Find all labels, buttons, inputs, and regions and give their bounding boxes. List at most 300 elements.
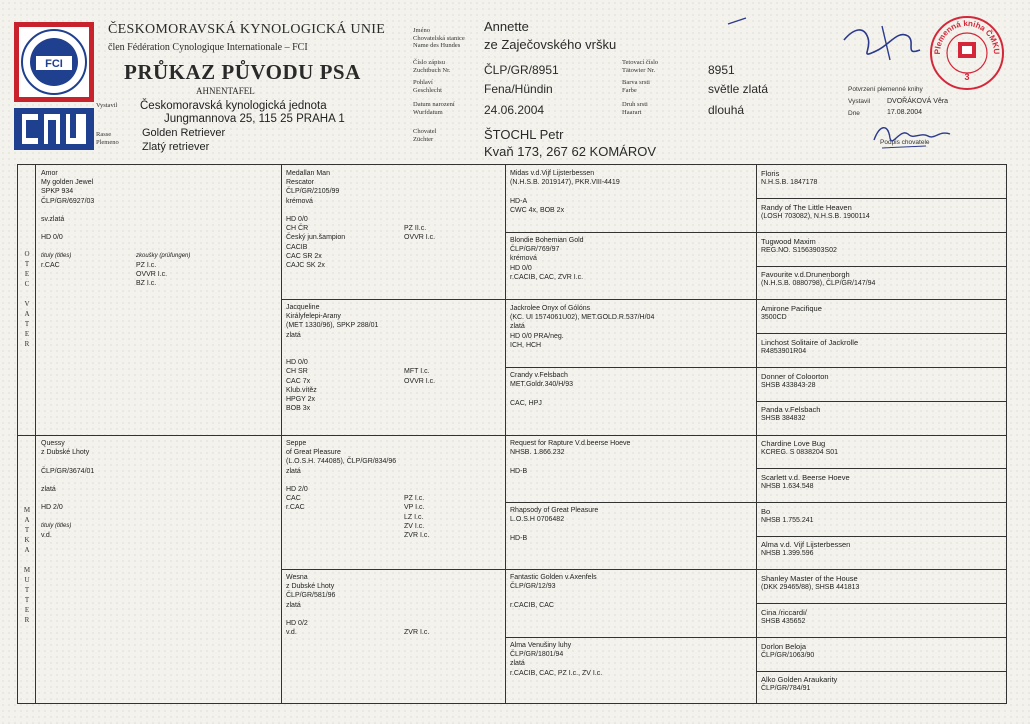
pedigree-line [510,187,750,196]
pedigree-text: CH ČR [286,225,309,233]
pedigree-line [41,503,276,512]
certification-issued-by: DVOŘÁKOVÁ Věra [887,98,949,105]
pedigree-line [510,332,750,341]
pedigree-line [510,582,750,591]
pedigree-line [510,236,750,245]
great-great-grandparent-entry [761,439,1001,457]
pedigree-line [510,534,750,543]
pedigree-text: ČLP/GR/12/93 [510,583,556,591]
table-divider [756,468,1006,469]
pedigree-line [41,513,276,522]
pedigree-text: zlatá [286,601,301,609]
pedigree-text: SPKP 934 [41,188,74,196]
ancestor-name: Favourite v.d.Drunenborgh [761,270,850,280]
pedigree-text: of Great Pleasure [286,449,341,457]
table-divider [505,502,1006,503]
pedigree-line [510,264,750,273]
pedigree-line [41,233,276,242]
pedigree-text: Quessy [41,440,65,447]
issuer-label: Vystavil [96,102,118,109]
pedigree-line [286,485,501,494]
great-great-grandparent-entry [761,507,1001,525]
ancestor-name: Dorlon Beloja [761,641,807,651]
pedigree-line [510,322,750,331]
pedigree-text: krémová [286,197,313,205]
pedigree-line [41,169,276,178]
dog-name: Annette [484,19,529,34]
org-title: ČESKOMORAVSKÁ KYNOLOGICKÁ UNIE [108,22,386,37]
pedigree-text: (KC. UI 1574061U02), MET.GOLD.R.537/H/04 [510,314,655,322]
great-great-grandparent-entry [761,372,1001,390]
pedigree-text: CH SR [286,368,308,376]
pedigree-text: BZ I.c. [136,280,157,288]
pedigree-line [510,457,750,466]
pedigree-line [286,522,501,531]
pedigree-text: MET.Goldr.340/H/93 [510,381,574,389]
ancestor-name: Shanley Master of the House [761,574,858,583]
pedigree-line [510,313,750,322]
ancestor-name: Cina /riccardi/ [761,607,807,617]
pedigree-text: OVVR I.c. [136,271,168,279]
pedigree-text: CWC 4x, BOB 2x [510,206,565,214]
dam-entry [41,439,276,540]
great-great-grandparent-entry [761,169,1001,187]
pedigree-line [510,206,750,215]
pedigree-text: zlatá [286,467,301,475]
pedigree-line [41,439,276,448]
table-divider [35,165,36,703]
great-great-grandparent-entry [761,270,1001,288]
pedigree-text: tituly (titles) [41,522,72,529]
tattoo-number: 8951 [708,63,735,77]
table-divider [505,232,1006,233]
pedigree-text: OVVR I.c. [404,377,436,385]
pedigree-text: ČLP/GR/6927/03 [41,197,95,205]
pedigree-line [510,178,750,187]
pedigree-text: v.d. [41,531,52,539]
pedigree-line [510,245,750,254]
ancestor-registration: (DKK 29465/88), SHSB 441813 [761,584,860,592]
pedigree-line [510,641,750,650]
breed-name-en: Golden Retriever [142,127,226,139]
pedigree-line [510,659,750,668]
pedigree-line [286,197,501,206]
pedigree-line [510,524,750,533]
pedigree-line [510,273,750,282]
ancestor-name: Tugwood Maxim [761,236,816,246]
ancestor-registration: (N.H.S.B. 0880798), ČLP/GR/147/94 [761,280,876,288]
pedigree-text: r.CACIB, CAC, ZVR I.c. [510,273,584,281]
pedigree-line [41,467,276,476]
great-great-grandparent-entry [761,405,1001,423]
pedigree-text: zlatá [41,485,56,493]
ancestor-name: Scarlett v.d. Beerse Hoeve [761,472,850,482]
pedigree-text: ZVR I.c. [404,531,430,539]
pedigree-line [286,476,501,485]
certification-title: Potvrzení plemenné knihy [848,86,923,93]
pedigree-line [510,439,750,448]
table-divider [18,435,1006,436]
pedigree-line [41,522,276,531]
great-grandparent-entry [510,641,750,678]
pedigree-text: Klub.vítěz [286,386,317,394]
pedigree-line [41,270,276,279]
breeder-signature-label: Podpis chovatele [880,139,930,146]
sex-value: Fena/Hündin [484,82,553,96]
table-divider [756,671,1006,672]
pedigree-text: (L.O.S.H. 744085), ČLP/GR/834/96 [286,458,397,466]
great-grandparent-entry [510,506,750,543]
ancestor-registration: NHSB 1.755.241 [761,516,814,524]
pedigree-text: PZ I.c. [404,495,425,503]
birth-date-label: Datum narození Wurfdatum [413,101,455,116]
ancestor-registration: NHSB 1.634.548 [761,482,814,490]
pedigree-text: Seppe [286,440,307,447]
pedigree-line [41,494,276,503]
pedigree-line [286,601,501,610]
pedigree-text: HD 2/0 [41,504,63,512]
pedigree-text: Amor [41,170,58,177]
pedigree-text: MFT I.c. [404,368,430,376]
pedigree-text: HD 0/0 [286,359,308,367]
pedigree-text: z Dubské Lhoty [286,583,335,591]
pedigree-line [286,224,501,233]
pedigree-text: ČLP/GR/769/97 [510,246,560,254]
pedigree-line [41,476,276,485]
pedigree-line [286,582,501,591]
table-divider [505,637,1006,638]
pedigree-line [286,233,501,242]
ancestor-registration: N.H.S.B. 1847178 [761,179,818,187]
pedigree-line [41,531,276,540]
pedigree-line [286,503,501,512]
pedigree-text: PZ I.c. [136,261,157,269]
table-divider [281,569,1006,570]
pedigree-line [41,279,276,288]
pedigree-line [286,404,501,413]
great-grandparent-entry [510,236,750,282]
pedigree-text: v.d. [286,629,297,637]
pedigree-text: Jackrolee Onyx of Gólóns [510,305,591,312]
table-divider [756,198,1006,199]
great-great-grandparent-entry [761,473,1001,491]
table-divider [756,165,757,703]
ancestor-registration: R4853901R04 [761,347,807,355]
pedigree-text: Rescator [286,179,315,187]
ancestor-registration: SHSB 384832 [761,415,806,423]
pedigree-line [286,349,501,358]
granddam-maternal-entry [286,573,501,637]
pedigree-text: r.CAC [41,261,60,269]
pedigree-text: zkoušky (prüfungen) [136,252,191,259]
pedigree-text: Wesna [286,574,308,581]
pedigree-text: CAC [286,495,301,503]
pedigree-text: Királyfelepi-Arany [286,313,341,321]
pedigree-text: Midas v.d.Vijf Lijsterbessen [510,170,595,177]
pedigree-line [286,386,501,395]
pedigree-line [41,224,276,233]
pedigree-line [510,515,750,524]
pedigree-line [510,380,750,389]
pedigree-line [286,628,501,637]
pedigree-line [286,206,501,215]
pedigree-line [286,591,501,600]
pedigree-text: ČLP/GR/581/96 [286,592,336,600]
sex-label: Pohlaví Geschlecht [413,79,442,94]
great-grandparent-entry [510,439,750,476]
document-title: PRŮKAZ PŮVODU PSA [124,60,361,84]
great-grandparent-entry [510,169,750,215]
pedigree-line [286,312,501,321]
pedigree-text: HD-B [510,534,528,542]
pedigree-line [510,506,750,515]
pedigree-line [41,485,276,494]
pedigree-line [510,197,750,206]
pedigree-line [510,669,750,678]
mother-side-label: M A T K A M U T T E R [23,506,31,624]
pedigree-line [510,389,750,398]
breed-label-cz: Plemeno [96,138,119,146]
pedigree-line [286,439,501,448]
stamp-number: 3 [964,72,970,82]
tattoo-label: Tetovací číslo Tätowier Nr. [622,59,659,74]
pedigree-text: HD 0/0 PRA/neg. [510,332,564,340]
pedigree-text: r.CACIB, CAC, PZ I.c., ZV I.c. [510,669,603,677]
pedigree-text: HD 0/0 [286,215,308,223]
pedigree-line [286,457,501,466]
pedigree-text: ZVR I.c. [404,629,430,637]
breed-label-de: Rasse [96,131,112,138]
table-divider [756,536,1006,537]
pedigree-text: BOB 3x [286,405,311,413]
pedigree-line [41,457,276,466]
pedigree-text: zlatá [286,331,301,339]
pedigree-text: LZ I.c. [404,513,424,521]
handwritten-signature-top [838,20,928,70]
certification-date-label: Dne [848,110,860,117]
pedigree-line [510,169,750,178]
great-great-grandparent-entry [761,574,1001,592]
table-divider [756,333,1006,334]
pedigree-text: r.CACIB, CAC [510,601,554,609]
pedigree-line [41,215,276,224]
kennel-name: ze Zaječovského vršku [484,37,617,52]
breeder-address: Kvaň 173, 267 62 KOMÁROV [484,144,656,159]
pedigree-text: PZ II.c. [404,225,427,233]
ancestor-name: Alma v.d. Vijf Lijsterbessen [761,540,851,550]
pedigree-line [41,252,276,261]
ancestor-name: Bo [761,506,771,516]
pedigree-text: Medallan Man [286,170,330,177]
pedigree-text: Crandy v.Felsbach [510,372,568,379]
pedigree-line [510,341,750,350]
pedigree-text: My golden Jewel [41,179,94,187]
pedigree-text: ZV I.c. [404,522,425,530]
pedigree-text: tituly (titles) [41,252,72,259]
pedigree-text: Request for Rapture V.d.beerse Hoeve [510,440,631,447]
pedigree-text: CAJC SK 2x [286,261,325,269]
ancestor-registration: REG.NO. S1563903S02 [761,246,837,254]
pedigree-line [41,206,276,215]
pedigree-text: HD-A [510,197,528,205]
handwritten-signature-bottom [870,118,960,154]
pedigree-text: NHSB. 1.866.232 [510,449,565,457]
pedigree-line [286,448,501,457]
pedigree-text: HD 0/2 [286,619,308,627]
breeder-name: ŠTOCHL Petr [484,127,564,142]
birth-date-value: 24.06.2004 [484,103,545,117]
ancestor-registration: SHSB 435652 [761,617,806,625]
great-great-grandparent-entry [761,304,1001,322]
pedigree-line [286,252,501,261]
pedigree-line [286,215,501,224]
pedigree-line [41,187,276,196]
pedigree-text: CACIB [286,243,308,251]
registration-number: ČLP/GR/8951 [484,63,559,77]
pedigree-line [286,573,501,582]
ancestor-name: Floris [761,169,780,178]
pedigree-line [41,243,276,252]
ancestor-registration: (LOSH 703082), N.H.S.B. 1900114 [761,212,870,220]
great-grandparent-entry [510,573,750,610]
pedigree-line [510,254,750,263]
pedigree-text: sv.zlatá [41,215,65,223]
issuer-address: Jungmannova 25, 115 25 PRAHA 1 [164,113,345,125]
pedigree-line [510,573,750,582]
pedigree-text: zlatá [510,323,525,331]
pedigree-text: HD-B [510,467,528,475]
pedigree-line [510,591,750,600]
pedigree-text: HPGY 2x [286,395,316,403]
pedigree-text: HD 0/0 [41,234,63,242]
pedigree-text: zlatá [510,660,525,668]
cmku-logo [14,22,94,150]
pedigree-line [510,371,750,380]
granddam-paternal-entry [286,303,501,413]
pedigree-text: Fantastic Golden v.Axenfels [510,574,597,581]
ancestor-name: Panda v.Felsbach [761,405,821,415]
pedigree-line [286,494,501,503]
pedigree-text: Jacqueline [286,304,320,311]
pedigree-line [286,243,501,252]
pedigree-text: Český jun.šampion [286,234,346,242]
pedigree-text: CAC SR 2x [286,252,322,260]
ancestor-name: Alko Golden Araukarity [761,675,838,685]
pedigree-line [286,619,501,628]
pedigree-line [510,399,750,408]
pedigree-line [286,178,501,187]
sire-entry [41,169,276,288]
pedigree-line [510,304,750,313]
pedigree-line [286,169,501,178]
pedigree-line [286,513,501,522]
ancestor-registration: SHSB 433843-28 [761,381,816,389]
pedigree-text: OVVR I.c. [404,234,436,242]
great-great-grandparent-entry [761,338,1001,356]
pedigree-line [510,601,750,610]
dog-name-label: Jméno Chovatelská stanice Name des Hundes [413,27,465,49]
table-divider [756,603,1006,604]
pedigree-text: L.O.S.H 0706482 [510,516,565,524]
grandsire-paternal-entry [286,169,501,270]
ancestor-registration: ČLP/GR/784/91 [761,685,811,693]
ancestor-registration: NHSB 1.399.596 [761,550,814,558]
pedigree-line [286,261,501,270]
table-divider [281,165,282,703]
pedigree-line [286,467,501,476]
ancestor-name: Donner of Coloorton [761,371,829,381]
pedigree-text: ICH, HCH [510,341,542,349]
great-great-grandparent-entry [761,203,1001,221]
coat-color-label: Barva srsti Farbe [622,79,650,94]
ancestor-name: Linchost Solitaire of Jackrolle [761,337,859,347]
ancestor-name: Chardine Love Bug [761,439,826,448]
table-divider [505,165,506,703]
document-subtitle: AHNENTAFEL [196,86,255,96]
ancestor-name: Amirone Pacifique [761,304,822,313]
pedigree-text: ČLP/GR/3674/01 [41,467,95,475]
coat-color-value: světle zlatá [708,82,769,96]
pedigree-line [510,650,750,659]
coat-type-label: Druh srsti Haarart [622,101,648,116]
pedigree-text: Rhapsody of Great Pleasure [510,507,599,514]
great-great-grandparent-entry [761,608,1001,626]
pedigree-text: ČLP/GR/2105/99 [286,188,340,196]
pedigree-line [286,187,501,196]
pedigree-line [41,448,276,457]
ancestor-registration: KCREG. S 0838204 S01 [761,449,839,457]
pedigree-text: ČLP/GR/1801/94 [510,651,564,659]
great-great-grandparent-entry [761,642,1001,660]
pedigree-line [41,178,276,187]
pedigree-line [286,367,501,376]
breed-book-stamp [928,14,1006,92]
breed-name-cz: Zlatý retriever [142,141,210,153]
stamp-ring-text: Plemenná kniha ČMKU [932,18,1002,55]
pedigree-text: VP I.c. [404,504,425,512]
great-great-grandparent-entry [761,675,1001,693]
ink-mark [726,14,750,28]
great-grandparent-entry [510,371,750,408]
breeder-label: Chovatel Züchter [413,128,437,143]
father-side-label: O T E C V A T E R [24,250,30,348]
pedigree-line [286,358,501,367]
great-grandparent-entry [510,304,750,350]
pedigree-line [286,377,501,386]
pedigree-line [41,261,276,270]
pedigree-text: Alma Venušiny luhy [510,642,572,649]
pedigree-text: (N.H.S.B. 2019147), PKR.VIII-4419 [510,179,620,187]
certification-date: 17.08.2004 [887,109,923,116]
pedigree-text: CAC 7x [286,377,311,385]
logo-fci-text: FCI [45,58,63,70]
pedigree-line [510,467,750,476]
pedigree-line [41,197,276,206]
pedigree-text: CAC, HPJ [510,399,542,407]
grandsire-maternal-entry [286,439,501,540]
pedigree-line [286,531,501,540]
great-great-grandparent-entry [761,237,1001,255]
pedigree-line [286,395,501,404]
pedigree-table [17,164,1007,704]
pedigree-text: HD 2/0 [286,485,308,493]
pedigree-text: krémová [510,255,537,263]
fci-membership-line: člen Fédération Cynologique Internationale – FCI [108,42,308,53]
ancestor-registration: 3500CD [761,314,787,322]
pedigree-line [510,448,750,457]
breed-label [96,131,136,146]
coat-type-value: dlouhá [708,103,745,117]
